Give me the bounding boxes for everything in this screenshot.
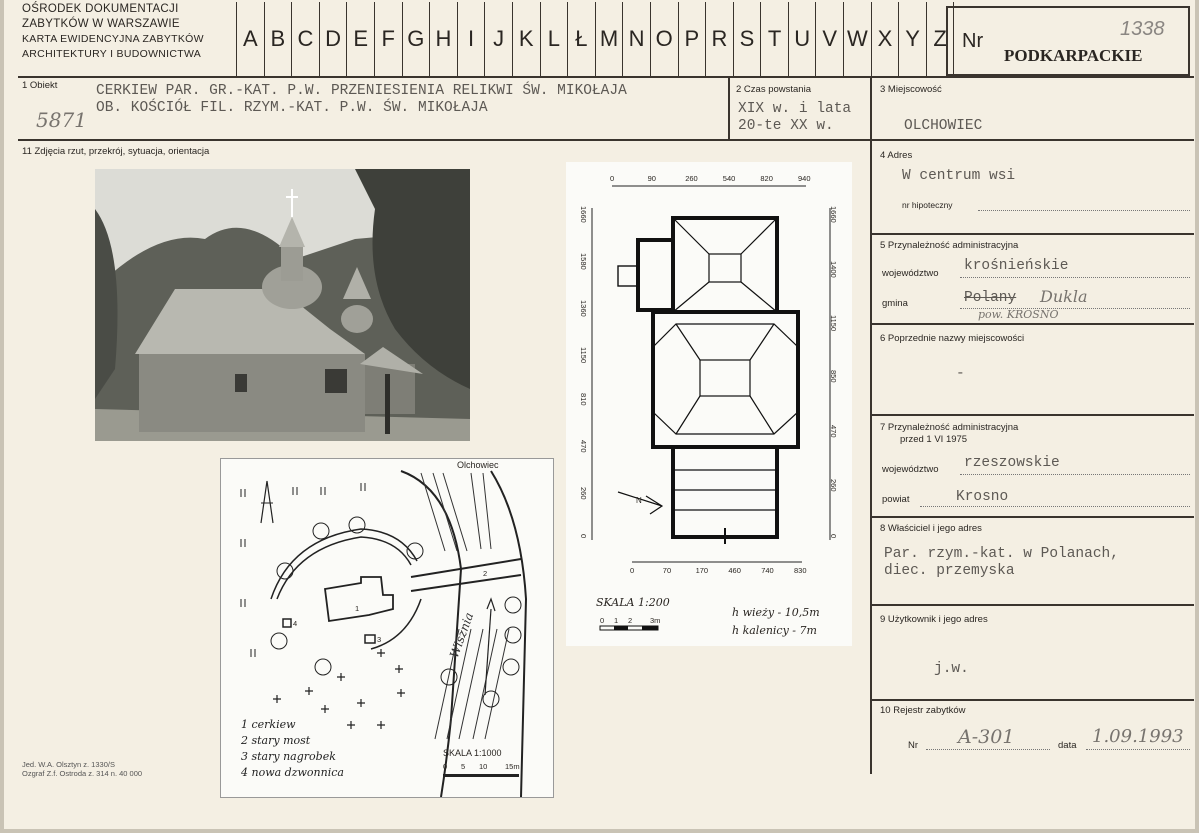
index-letter: U: [788, 2, 816, 76]
sitemap-legend: [241, 717, 344, 781]
index-letter: L: [540, 2, 568, 76]
plan-dimension-tick: 470: [829, 424, 838, 438]
plan-dimension-tick: 1360: [579, 299, 588, 317]
index-letter: F: [374, 2, 402, 76]
czas-line-2: 20-te XX w.: [738, 118, 834, 134]
plan-dimension-tick: 90: [647, 174, 656, 183]
admin75-pow-label: powiat: [882, 494, 910, 505]
adres-label: 4 Adres: [880, 150, 913, 161]
plan-dimension-tick: 0: [630, 566, 635, 575]
miejscowosc-value: OLCHOWIEC: [904, 118, 983, 134]
plan-dimension-tick: 830: [794, 566, 807, 575]
plan-scale-label: SKALA 1:200: [596, 596, 670, 609]
plan-dimension-tick: 540: [722, 174, 736, 183]
uzytkownik-value: j.w.: [934, 661, 969, 677]
plan-dimension-tick: 1400: [829, 260, 838, 278]
index-letter: Y: [898, 2, 926, 76]
sitemap-marker-bridge: 2: [483, 569, 488, 578]
rejestr-label: 10 Rejestr zabytków: [880, 705, 966, 716]
org-line: OŚRODEK DOKUMENTACJI: [22, 3, 179, 15]
index-letter: D: [319, 2, 347, 76]
admin75-woj-value: rzeszowskie: [964, 455, 1060, 471]
index-letter: Ł: [567, 2, 595, 76]
plan-dimension-tick: 1580: [579, 252, 588, 270]
index-letter: E: [346, 2, 374, 76]
index-letter: V: [815, 2, 843, 76]
plan-dimension-tick: 0: [610, 174, 615, 183]
plan-tower-height: h wieży - 10,5m: [732, 606, 820, 619]
obiekt-handwritten-number: 5871: [36, 108, 87, 132]
rejestr-nr-value: A-301: [958, 726, 1015, 748]
index-letter: R: [705, 2, 733, 76]
printer-info: [22, 760, 142, 778]
rejestr-data-value: 1.09.1993: [1092, 726, 1184, 747]
index-letter: A: [236, 2, 264, 76]
index-letter: N: [622, 2, 650, 76]
admin-gmina-value: Polany: [964, 290, 1017, 306]
index-letter: Z: [926, 2, 955, 76]
issuing-organization: [22, 2, 234, 62]
printer-line: Jed. W.A. Olsztyn z. 1330/S: [22, 760, 115, 769]
admin-woj-label: województwo: [882, 268, 939, 279]
number-box: [946, 6, 1190, 76]
sitemap-marker-church: 1: [355, 604, 360, 613]
plan-dimension-tick: 940: [798, 174, 811, 183]
index-letter: W: [843, 2, 871, 76]
zdjecia-label: 11 Zdjęcia rzut, przekrój, sytuacja, orientacja: [22, 146, 210, 157]
plan-dimension-tick: 810: [579, 393, 588, 406]
plan-dimension-tick: 820: [760, 174, 773, 183]
org-line: ARCHITEKTURY I BUDOWNICTWA: [22, 48, 202, 60]
plan-scale-tick: 0: [600, 616, 605, 625]
plan-dimension-tick: 260: [685, 174, 698, 183]
site-map: [220, 458, 554, 798]
sitemap-river-label: Wisznia: [447, 610, 477, 660]
sitemap-legend-item: 4 nowa dzwonnica: [241, 766, 344, 779]
printer-line: Ozgraf Z.f. Ostroda z. 314 n. 40 000: [22, 769, 143, 778]
index-letter: S: [733, 2, 761, 76]
church-photograph: [95, 169, 470, 441]
sitemap-scale-label: SKALA 1:1000: [443, 748, 502, 758]
admin-label: 5 Przynależność administracyjna: [880, 240, 1019, 251]
plan-dimension-tick: 170: [695, 566, 709, 575]
record-card: [4, 0, 1195, 829]
sitemap-legend-item: 1 cerkiew: [241, 718, 296, 731]
index-letter: K: [512, 2, 540, 76]
sitemap-scale-tick: 5: [461, 762, 466, 771]
czas-line-1: XIX w. i lata: [738, 101, 852, 117]
org-line: ZABYTKÓW W WARSZAWIE: [22, 18, 180, 30]
wlasciciel-line-2: diec. przemyska: [884, 563, 1015, 579]
miejscowosc-label: 3 Miejscowość: [880, 84, 942, 95]
plan-dimension-tick: 850: [829, 370, 838, 383]
church-photo-drawing: [95, 169, 470, 441]
plan-dimension-tick: 0: [579, 534, 588, 539]
index-letter: M: [595, 2, 623, 76]
plan-scale-tick: 3m: [650, 616, 661, 625]
index-letter: T: [760, 2, 788, 76]
sitemap-legend-item: 3 stary nagrobek: [241, 750, 336, 763]
rejestr-nr-label: Nr: [908, 740, 919, 751]
sitemap-scale-tick: 10: [479, 762, 488, 771]
plan-dimension-tick: 70: [662, 566, 672, 575]
sitemap-marker-belfry: 4: [293, 619, 298, 628]
sitemap-legend-item: 2 stary most: [241, 734, 311, 747]
admin-gmina-label: gmina: [882, 298, 908, 309]
admin75-label: 7 Przynależność administracyjna: [880, 422, 1019, 433]
index-letter: I: [457, 2, 485, 76]
admin-woj-value: krośnieńskie: [964, 258, 1069, 274]
admin75-pow-value: Krosno: [956, 489, 1009, 505]
plan-dimension-tick: 460: [728, 566, 741, 575]
hipoteczny-label: nr hipoteczny: [902, 200, 953, 210]
sitemap-title: Olchowiec: [457, 460, 499, 470]
registry-number: 1338: [1120, 18, 1165, 40]
wlasciciel-label: 8 Właściciel i jego adres: [880, 523, 982, 534]
plan-scale-tick: 1: [614, 616, 619, 625]
plan-scale-tick: 2: [628, 616, 633, 625]
plan-ridge-height: h kalenicy - 7m: [732, 624, 817, 637]
index-letter: B: [264, 2, 292, 76]
plan-dimension-tick: 1150: [579, 346, 588, 363]
poprzednie-label: 6 Poprzednie nazwy miejscowości: [880, 333, 1025, 344]
rejestr-data-label: data: [1058, 740, 1077, 751]
plan-dimension-tick: 1660: [579, 206, 588, 223]
province-stamp: PODKARPACKIE: [1004, 46, 1143, 65]
wlasciciel-line-1: Par. rzym.-kat. w Polanach,: [884, 546, 1119, 562]
index-letter: J: [484, 2, 512, 76]
czas-label: 2 Czas powstania: [736, 84, 811, 95]
org-line: KARTA EWIDENCYJNA ZABYTKÓW: [22, 33, 204, 45]
floor-plan: [566, 162, 852, 646]
plan-dimension-tick: 1660: [829, 206, 838, 223]
plan-dimension-tick: 0: [829, 534, 838, 539]
index-letter: P: [678, 2, 706, 76]
obiekt-label: 1 Obiekt: [22, 80, 58, 91]
plan-dimension-tick: 470: [579, 440, 588, 453]
sitemap-scale-tick: 0: [443, 762, 448, 771]
nr-label: Nr: [962, 30, 984, 52]
sitemap-scale-tick: 15m: [505, 762, 520, 771]
adres-value: W centrum wsi: [902, 168, 1016, 184]
admin-gmina-handwritten: Dukla: [1040, 287, 1088, 306]
plan-dimension-tick: 260: [829, 479, 838, 492]
uzytkownik-label: 9 Użytkownik i jego adres: [880, 614, 988, 625]
admin75-woj-label: województwo: [882, 464, 939, 475]
index-letter: C: [291, 2, 319, 76]
admin-powiat-handwritten: pow. KROSNO: [978, 308, 1059, 321]
plan-dimension-tick: 260: [579, 487, 588, 500]
alphabet-index: [236, 2, 954, 76]
plan-north-label: N: [636, 496, 642, 505]
plan-dimension-tick: 1150: [829, 315, 838, 332]
obiekt-line-1: CERKIEW PAR. GR.-KAT. P.W. PRZENIESIENIA RELIKWI ŚW. MIKOŁAJA: [96, 83, 627, 99]
admin75-date-label: przed 1 VI 1975: [900, 434, 968, 445]
obiekt-line-2: OB. KOŚCIÓŁ FIL. RZYM.-KAT. P.W. ŚW. MIKOŁAJA: [96, 100, 488, 116]
index-letter: H: [429, 2, 457, 76]
poprzednie-value: -: [956, 366, 965, 382]
sitemap-marker-tombstone: 3: [377, 635, 382, 644]
floor-plan-drawing: [566, 162, 852, 646]
index-letter: X: [871, 2, 899, 76]
index-letter: G: [402, 2, 430, 76]
index-letter: O: [650, 2, 678, 76]
plan-dimension-tick: 740: [761, 566, 774, 575]
